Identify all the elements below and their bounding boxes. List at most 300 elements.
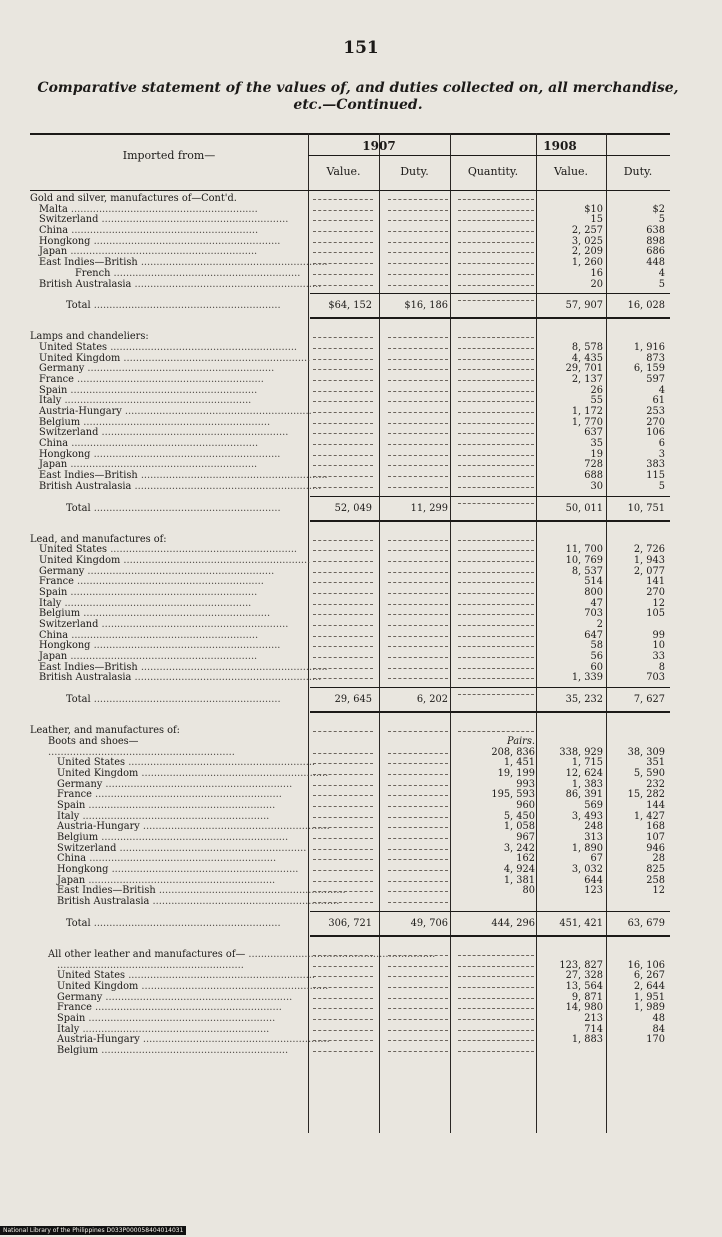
row-label-text: East Indies—British xyxy=(57,885,156,897)
heading-line-1: Comparative statement of the values of, and duties collected on, all merchandise, xyxy=(37,80,679,96)
total-value-1908: 57, 907 xyxy=(565,300,603,312)
blank-dash xyxy=(313,1030,373,1031)
blank-dash xyxy=(313,646,373,647)
blank-dash xyxy=(388,1040,448,1041)
dot-leader: ............................................................ xyxy=(131,672,322,684)
row-label-text: Switzerland xyxy=(39,214,99,226)
total-row xyxy=(30,689,670,711)
dot-leader: ............................................................ xyxy=(84,363,275,375)
blank-dash xyxy=(388,795,448,796)
blank-dash xyxy=(458,337,534,338)
total-label-text: Total xyxy=(66,917,91,929)
value-1908: 16 xyxy=(590,267,603,279)
duty-1908: 2, 644 xyxy=(633,980,665,992)
blank-dash xyxy=(388,774,448,775)
blank-dash xyxy=(388,433,448,434)
row-label-text: United States xyxy=(57,970,126,982)
value-1908: 47 xyxy=(590,597,603,609)
total-duty-1907: 11, 299 xyxy=(410,502,448,514)
row-label-text: Austria-Hungary xyxy=(57,821,140,833)
row-label-text: Hongkong xyxy=(39,640,91,652)
blank-dash xyxy=(313,476,373,477)
total-duty-1907: $16, 186 xyxy=(404,300,448,312)
blank-dash xyxy=(313,955,373,956)
blank-dash xyxy=(458,1008,534,1009)
blank-dash xyxy=(313,380,373,381)
dot-leader: ............................................................ xyxy=(98,427,289,439)
row-label-text: Belgium xyxy=(39,608,81,620)
row-label-text: East Indies—British xyxy=(39,661,138,673)
dot-leader: ............................................................ xyxy=(68,225,259,237)
header-value-1907: Value. xyxy=(326,165,361,178)
row-label-text: United States xyxy=(57,757,126,769)
blank-dash xyxy=(313,423,373,424)
total-double-rule xyxy=(310,317,670,319)
dot-leader: ............................................................ xyxy=(138,980,329,992)
table-top-rule xyxy=(30,133,670,135)
blank-dash xyxy=(388,337,448,338)
blank-dash xyxy=(388,199,448,200)
blank-dash xyxy=(458,220,534,221)
header-duty-1907: Duty. xyxy=(400,165,429,178)
total-rule xyxy=(310,687,670,688)
value-1908: 30 xyxy=(590,480,603,492)
duty-1908: 270 xyxy=(646,416,665,428)
row-label-text: British Australasia xyxy=(39,672,132,684)
blank-dash xyxy=(313,348,373,349)
value-1908: 9, 871 xyxy=(571,991,603,1003)
blank-dash xyxy=(313,540,373,541)
blank-dash xyxy=(458,465,534,466)
dot-leader: ............................................................ xyxy=(102,778,293,790)
quantity-1908: 5, 450 xyxy=(503,810,535,822)
quantity-1908: 1, 381 xyxy=(503,874,535,886)
row-label-text: Japan xyxy=(57,874,86,886)
blank-dash xyxy=(388,1030,448,1031)
dot-leader: ............................................................ xyxy=(67,246,258,258)
blank-dash xyxy=(313,433,373,434)
duty-1908: 28 xyxy=(652,853,665,865)
blank-dash xyxy=(458,210,534,211)
blank-dash xyxy=(388,359,448,360)
blank-dash xyxy=(313,359,373,360)
dot-leader: ............................................................ xyxy=(67,586,258,598)
blank-dash xyxy=(458,1051,534,1052)
quantity-1908: 4, 924 xyxy=(503,864,535,876)
dot-leader: ............................................................ xyxy=(73,576,264,588)
blank-dash xyxy=(458,380,534,381)
blank-dash xyxy=(458,636,534,637)
blank-dash xyxy=(458,998,534,999)
row-label xyxy=(30,1046,329,1057)
dot-leader: ............................................................ xyxy=(139,821,330,833)
blank-dash xyxy=(458,412,534,413)
dot-leader: ............................................................ xyxy=(125,757,316,769)
row-label-text: France xyxy=(39,576,74,588)
blank-dash xyxy=(458,274,534,275)
header-duty-1908: Duty. xyxy=(623,165,653,178)
value-1908: 569 xyxy=(584,799,603,811)
dot-leader: ............................................................ xyxy=(61,395,252,407)
header-year-1907: 1907 xyxy=(362,139,396,153)
blank-dash xyxy=(458,369,534,370)
dot-leader: ............................................................ xyxy=(79,1023,270,1035)
duty-1908: 16, 106 xyxy=(627,959,665,971)
blank-dash xyxy=(388,817,448,818)
dot-leader: ............................................................ xyxy=(90,300,281,312)
blank-dash xyxy=(388,614,448,615)
row-label-text: Malta xyxy=(39,203,68,215)
section-title-label-text: All other leather and manufactures of— xyxy=(48,948,246,960)
blank-dash xyxy=(458,359,534,360)
value-1908: 35 xyxy=(590,438,603,450)
total-row xyxy=(30,295,670,317)
blank-dash xyxy=(458,646,534,647)
duty-1908: 115 xyxy=(646,470,665,482)
value-1908: 1, 172 xyxy=(571,406,603,417)
value-1908: 123 xyxy=(584,885,603,897)
section-title-label-text: Gold and silver, manufactures of—Cont'd. xyxy=(30,193,237,204)
blank-dash xyxy=(458,423,534,424)
header-imported-from: Imported from— xyxy=(122,149,216,162)
row-label-text: French xyxy=(75,267,111,279)
row-label-text: France xyxy=(39,373,74,385)
duty-1908: 5 xyxy=(658,278,665,290)
value-1908: 637 xyxy=(584,427,603,439)
duty-1908: 1, 916 xyxy=(633,341,665,353)
row-label xyxy=(30,672,322,684)
total-row xyxy=(30,913,670,935)
blank-dash xyxy=(458,678,534,679)
blank-dash xyxy=(313,274,373,275)
dot-leader: ............................................................ xyxy=(110,267,301,279)
dot-leader: ............................................................ xyxy=(137,257,328,269)
blank-dash xyxy=(313,455,373,456)
duty-1908: 686 xyxy=(646,246,665,258)
total-double-rule xyxy=(310,520,670,522)
dot-leader: ............................................................ xyxy=(68,438,259,450)
row-label-text: United States xyxy=(39,544,108,556)
value-1908: 8, 537 xyxy=(571,565,603,577)
blank-dash xyxy=(313,391,373,392)
dot-leader: ............................................................ xyxy=(48,746,235,758)
dot-leader: ............................................................ xyxy=(67,384,258,396)
blank-dash xyxy=(313,369,373,370)
quantity-1908: 208, 836 xyxy=(491,746,535,758)
dot-leader: ............................................................ xyxy=(120,554,311,566)
value-1908: 800 xyxy=(584,586,603,598)
blank-dash xyxy=(313,753,373,754)
blank-dash xyxy=(458,503,534,504)
blank-dash xyxy=(458,1019,534,1020)
blank-dash xyxy=(388,210,448,211)
blank-dash xyxy=(388,998,448,999)
blank-dash xyxy=(313,561,373,562)
blank-dash xyxy=(313,987,373,988)
blank-dash xyxy=(313,902,373,903)
blank-dash xyxy=(313,210,373,211)
blank-dash xyxy=(313,337,373,338)
blank-dash xyxy=(313,838,373,839)
row-label-text: Japan xyxy=(39,246,68,258)
blank-dash xyxy=(313,849,373,850)
quantity-1908: 967 xyxy=(516,832,535,843)
total-rule-wrap xyxy=(30,520,670,524)
duty-1908: 448 xyxy=(646,257,665,269)
value-1908: 1, 715 xyxy=(571,757,603,769)
blank-dash xyxy=(388,242,448,243)
duty-1908: 2, 726 xyxy=(633,544,665,556)
page-number: 151 xyxy=(343,38,379,58)
blank-dash xyxy=(313,614,373,615)
duty-1908: 6, 159 xyxy=(633,363,665,375)
blank-dash xyxy=(458,455,534,456)
blank-dash xyxy=(388,870,448,871)
blank-dash xyxy=(313,1051,373,1052)
blank-dash xyxy=(313,870,373,871)
value-1908: 58 xyxy=(590,640,603,652)
duty-1908: 825 xyxy=(646,864,665,876)
blank-dash xyxy=(388,976,448,977)
row-label-text: British Australasia xyxy=(39,278,132,290)
row-label-text: Hongkong xyxy=(57,864,109,876)
dot-leader: ............................................................ xyxy=(79,810,270,822)
dot-leader: ............................................................ xyxy=(90,502,281,514)
dot-leader: ............................................................ xyxy=(80,416,271,428)
blank-dash xyxy=(388,859,448,860)
dot-leader: ............................................................ xyxy=(67,459,258,471)
row-label-text: Switzerland xyxy=(57,842,117,854)
blank-dash xyxy=(313,795,373,796)
blank-dash xyxy=(313,636,373,637)
dot-leader: ............................................................ xyxy=(85,799,276,811)
blank-dash xyxy=(388,731,448,732)
duty-1908: 12 xyxy=(652,885,665,897)
blank-dash xyxy=(313,285,373,286)
quantity-1908: 960 xyxy=(516,799,535,811)
quantity-1908: 19, 199 xyxy=(497,767,535,779)
duty-1908: 15, 282 xyxy=(627,789,665,801)
blank-dash xyxy=(458,694,534,695)
dot-leader: ............................................................ xyxy=(68,629,259,641)
duty-1908: 106 xyxy=(646,427,665,439)
value-1908: 20 xyxy=(590,278,603,290)
quantity-1908: 1, 058 xyxy=(503,821,535,833)
blank-dash xyxy=(458,955,534,956)
blank-dash xyxy=(313,678,373,679)
total-duty-1907: 6, 202 xyxy=(416,694,448,706)
dot-leader: ............................................................ xyxy=(98,1045,289,1056)
blank-dash xyxy=(388,668,448,669)
total-label xyxy=(30,498,338,520)
blank-dash xyxy=(388,604,448,605)
dot-leader: ............................................................ xyxy=(80,608,271,620)
blank-dash xyxy=(458,593,534,594)
blank-dash xyxy=(388,455,448,456)
total-rule-wrap xyxy=(30,935,670,939)
value-1908: 86, 391 xyxy=(565,789,603,801)
blank-dash xyxy=(313,625,373,626)
value-1908: 647 xyxy=(584,629,603,641)
blank-dash xyxy=(388,625,448,626)
blank-dash xyxy=(313,199,373,200)
row-label-text: Germany xyxy=(39,363,85,375)
blank-dash xyxy=(388,955,448,956)
dot-leader: ............................................................ xyxy=(121,406,312,417)
row-label-text: British Australasia xyxy=(39,480,132,492)
row-label-text: East Indies—British xyxy=(39,470,138,482)
blank-dash xyxy=(458,263,534,264)
dot-leader: ............................................................ xyxy=(91,789,282,801)
dot-leader: ............................................................ xyxy=(138,767,329,779)
blank-dash xyxy=(388,785,448,786)
blank-dash xyxy=(313,1040,373,1041)
duty-1908: 99 xyxy=(652,629,665,641)
total-label xyxy=(30,913,338,935)
dot-leader: ............................................................ xyxy=(73,373,264,385)
blank-dash xyxy=(313,263,373,264)
value-1908: 2, 257 xyxy=(571,225,603,237)
blank-dash xyxy=(458,731,534,732)
blank-dash xyxy=(313,593,373,594)
total-value-1908: 50, 011 xyxy=(565,502,603,514)
blank-dash xyxy=(388,966,448,967)
value-1908: 15 xyxy=(590,214,603,226)
dot-leader: ............................................................ xyxy=(90,694,281,706)
dot-leader: ............................................................ xyxy=(57,959,244,971)
duty-1908: 597 xyxy=(646,373,665,385)
total-duty-1908: 10, 751 xyxy=(627,502,665,514)
dot-leader: ............................................................ xyxy=(155,885,346,897)
dot-leader: ............................................................ xyxy=(90,448,281,460)
blank-dash xyxy=(388,285,448,286)
blank-dash xyxy=(388,763,448,764)
value-1908: 27, 328 xyxy=(565,970,603,982)
duty-1908: 6 xyxy=(658,438,665,450)
value-1908: 688 xyxy=(584,470,603,482)
blank-dash xyxy=(313,881,373,882)
blank-dash xyxy=(388,753,448,754)
header-quantity-1908: Quantity. xyxy=(467,165,519,178)
duty-1908: 38, 309 xyxy=(627,746,665,758)
blank-dash xyxy=(388,274,448,275)
blank-dash xyxy=(388,412,448,413)
row-label-text: Spain xyxy=(39,586,68,598)
row-label-text: Japan xyxy=(39,651,68,663)
row-label-text: United Kingdom xyxy=(39,352,121,364)
section-title-label-text: Lead, and manufactures of: xyxy=(30,533,167,545)
blank-dash xyxy=(388,423,448,424)
quantity-1908: 3, 242 xyxy=(503,842,535,854)
blank-dash xyxy=(458,582,534,583)
row-label-text: United Kingdom xyxy=(39,554,121,566)
duty-1908: 5, 590 xyxy=(633,767,665,779)
dot-leader: ............................................................ xyxy=(120,352,311,364)
blank-dash xyxy=(458,604,534,605)
blank-dash xyxy=(458,487,534,488)
section-title-label-text: Lamps and chandeliers: xyxy=(30,331,149,343)
blank-dash xyxy=(313,1008,373,1009)
value-1908: 3, 032 xyxy=(571,864,603,876)
value-1908: 1, 883 xyxy=(571,1034,603,1046)
blank-dash xyxy=(388,849,448,850)
value-1908: 248 xyxy=(584,821,603,833)
total-rule xyxy=(310,911,670,912)
row-label-text: United Kingdom xyxy=(57,980,139,992)
duty-1908: 1, 427 xyxy=(633,810,665,822)
table-row xyxy=(30,897,670,908)
total-duty-1908: 16, 028 xyxy=(627,300,665,312)
blank-dash xyxy=(388,540,448,541)
row-label-text: Hongkong xyxy=(39,235,91,247)
total-double-rule xyxy=(310,935,670,937)
blank-dash xyxy=(313,604,373,605)
blank-dash xyxy=(388,646,448,647)
blank-dash xyxy=(313,401,373,402)
row-label-text: China xyxy=(39,438,69,450)
total-duty-1908: 7, 627 xyxy=(633,694,665,706)
value-1908: 2, 137 xyxy=(571,373,603,385)
blank-dash xyxy=(458,285,534,286)
dot-leader: ............................................................ xyxy=(245,948,436,960)
total-value-1908: 451, 421 xyxy=(559,917,603,929)
blank-dash xyxy=(458,572,534,573)
dot-leader: ............................................................ xyxy=(125,970,316,982)
total-quantity-1908: 444, 296 xyxy=(491,917,535,929)
quantity-1908: 162 xyxy=(516,853,535,865)
blank-dash xyxy=(313,1019,373,1020)
table-row xyxy=(30,280,670,291)
row-label-text: Hongkong xyxy=(39,448,91,460)
value-1908: 1, 890 xyxy=(571,842,603,854)
duty-1908: 898 xyxy=(646,235,665,247)
blank-dash xyxy=(313,465,373,466)
value-1908: 728 xyxy=(584,459,603,471)
dot-leader: ............................................................ xyxy=(116,842,307,854)
duty-1908: 105 xyxy=(646,608,665,620)
total-value-1907: $64, 152 xyxy=(328,300,372,312)
blank-dash xyxy=(388,550,448,551)
row-label-text: Switzerland xyxy=(39,427,99,439)
dot-leader: ............................................................ xyxy=(85,1012,276,1024)
value-1908: 55 xyxy=(590,395,603,407)
total-label xyxy=(30,689,338,711)
quantity-1908: 195, 593 xyxy=(491,789,535,801)
blank-dash xyxy=(388,572,448,573)
value-1908: 26 xyxy=(590,384,603,396)
dot-leader: ............................................................ xyxy=(98,832,289,843)
duty-1908: 4 xyxy=(658,267,665,279)
value-1908: 8, 578 xyxy=(571,341,603,353)
blank-dash xyxy=(313,657,373,658)
section-subtitle-label-text: Boots and shoes— xyxy=(48,735,139,747)
duty-1908: 253 xyxy=(646,406,665,417)
total-rule-wrap xyxy=(30,317,670,321)
row-label-text: China xyxy=(39,629,69,641)
blank-dash xyxy=(458,668,534,669)
blank-dash xyxy=(388,987,448,988)
value-1908: 3, 025 xyxy=(571,235,603,247)
dot-leader: ............................................................ xyxy=(137,661,328,673)
dot-leader: ............................................................ xyxy=(137,470,328,482)
blank-dash xyxy=(388,487,448,488)
row-label-text: Spain xyxy=(57,1012,86,1024)
value-1908: 19 xyxy=(590,448,603,460)
blank-dash xyxy=(458,966,534,967)
blank-dash xyxy=(388,582,448,583)
dot-leader: ............................................................ xyxy=(107,341,298,353)
value-1908: 714 xyxy=(584,1023,603,1035)
